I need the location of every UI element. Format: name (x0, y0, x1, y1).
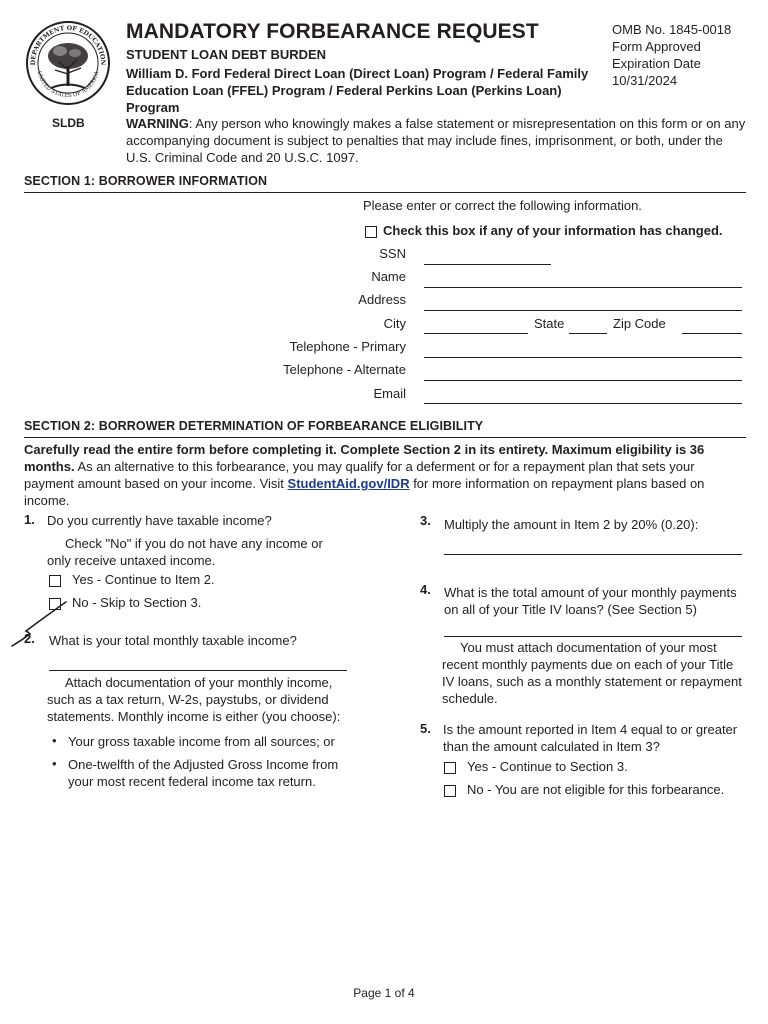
phone-primary-field[interactable] (424, 357, 742, 358)
item-2-question: What is your total monthly taxable income? (49, 633, 297, 648)
item-5-no-label: No - You are not eligible for this forbearance. (467, 782, 725, 797)
ssn-field[interactable] (424, 264, 551, 265)
name-field[interactable] (424, 287, 742, 288)
omb-number: OMB No. 1845-0018 (612, 22, 732, 37)
state-label: State (534, 316, 565, 331)
page-number: Page 1 of 4 (353, 986, 415, 1000)
zip-label: Zip Code (613, 316, 666, 331)
item-2-note: Attach documentation of your monthly income, such as a tax return, W-2s, paystubs, or dividend statements. Monthly income is either (you choose): (47, 675, 341, 724)
seal-top-text: DEPARTMENT OF EDUCATION (29, 24, 107, 66)
email-label: Email (373, 386, 406, 401)
section-1-instruction: Please enter or correct the following information. (363, 198, 642, 213)
program-line-1: William D. Ford Federal Direct Loan (Direct Loan) Program / Federal Family (126, 66, 589, 81)
phone-alternate-label: Telephone - Alternate (283, 362, 406, 377)
form-title: MANDATORY FORBEARANCE REQUEST (126, 20, 539, 43)
item-5-question: Is the amount reported in Item 4 equal to or greater than the amount calculated in Item 3? (443, 722, 738, 754)
item-1-question: Do you currently have taxable income? (47, 513, 272, 528)
warning-text: : Any person who knowingly makes a false statement or misrepresentation on this form or on any accompanying document is subject to penalties that may include fines, imprisonment, or both, under the U.S. Criminal Code and 20 U.S.C. 1097. (126, 116, 746, 165)
expiration-date: 10/31/2024 (612, 73, 678, 88)
name-label: Name (371, 269, 406, 284)
warning-notice (126, 115, 746, 166)
info-changed-label: Check this box if any of your information has changed. (383, 223, 723, 238)
item-1-yes-label: Yes - Continue to Item 2. (72, 572, 215, 587)
omb-info (612, 21, 731, 89)
section-1-rule (24, 192, 746, 193)
bullet-2-dot: • (52, 756, 57, 771)
intro-text-2: for more information on repayment plans based on income. (24, 476, 705, 508)
address-field[interactable] (424, 310, 742, 311)
item-5-yes-checkbox[interactable] (444, 762, 456, 774)
form-code: SLDB (52, 116, 85, 130)
seal-bottom-text: UNITED STATES OF AMERICA (35, 70, 101, 100)
section-1-heading: SECTION 1: BORROWER INFORMATION (24, 174, 268, 188)
address-label: Address (358, 292, 406, 307)
bullet-1-dot: • (52, 733, 57, 748)
department-of-education-seal (25, 20, 111, 106)
item-2-number: 2. (24, 631, 35, 646)
phone-primary-label: Telephone - Primary (289, 339, 406, 354)
city-label: City (383, 316, 406, 331)
studentaid-idr-link[interactable]: StudentAid.gov/IDR (287, 476, 410, 491)
ssn-label: SSN (379, 246, 406, 261)
item-2-bullet-2: One-twelfth of the Adjusted Gross Income from your most recent federal income tax return. (68, 757, 339, 789)
item-1-yes-checkbox[interactable] (49, 575, 61, 587)
item-3-amount-field[interactable] (444, 554, 742, 555)
item-1-no-label: No - Skip to Section 3. (72, 595, 202, 610)
intro-bold: Carefully read the entire form before completing it. Complete Section 2 in its entirety. Maximum eligibility is 36 months. (24, 442, 705, 474)
item-2-bullet-1: Your gross taxable income from all sources; or (68, 734, 335, 749)
item-4-amount-field[interactable] (444, 636, 742, 637)
program-line-2: Education Loan (FFEL) Program / Federal Perkins Loan (Perkins Loan) Program (126, 83, 562, 115)
item-3-number: 3. (420, 513, 431, 528)
info-changed-checkbox[interactable] (365, 226, 377, 238)
item-4-note: You must attach documentation of your most recent monthly payments due on each of your Title IV loans, such as a monthly statement or repayment schedule. (442, 640, 742, 706)
item-4-question: What is the total amount of your monthly payments on all of your Title IV loans? (See Section 5) (444, 585, 737, 617)
expiration-label: Expiration Date (612, 56, 701, 71)
zip-field[interactable] (682, 333, 742, 334)
section-2-intro (24, 441, 724, 509)
item-1-note: Check "No" if you do not have any income or only receive untaxed income. (47, 536, 323, 568)
city-field[interactable] (424, 333, 528, 334)
section-2-heading: SECTION 2: BORROWER DETERMINATION OF FORBEARANCE ELIGIBILITY (24, 419, 484, 433)
form-subtitle: STUDENT LOAN DEBT BURDEN (126, 47, 327, 62)
form-approved: Form Approved (612, 39, 701, 54)
item-5-no-checkbox[interactable] (444, 785, 456, 797)
email-field[interactable] (424, 403, 742, 404)
section-2-rule (24, 437, 746, 438)
program-description (126, 65, 616, 116)
item-4-number: 4. (420, 582, 431, 597)
warning-label: WARNING (126, 116, 189, 131)
item-5-number: 5. (420, 721, 431, 736)
item-3-question: Multiply the amount in Item 2 by 20% (0.20): (444, 517, 699, 532)
item-2-income-field[interactable] (49, 670, 347, 671)
phone-alternate-field[interactable] (424, 380, 742, 381)
item-1-number: 1. (24, 512, 35, 527)
item-5-yes-label: Yes - Continue to Section 3. (467, 759, 628, 774)
intro-text: As an alternative to this forbearance, you may qualify for a deferment or for a repayment plan that sets your payment amount based on your income. Visit (24, 459, 695, 491)
state-field[interactable] (569, 333, 607, 334)
